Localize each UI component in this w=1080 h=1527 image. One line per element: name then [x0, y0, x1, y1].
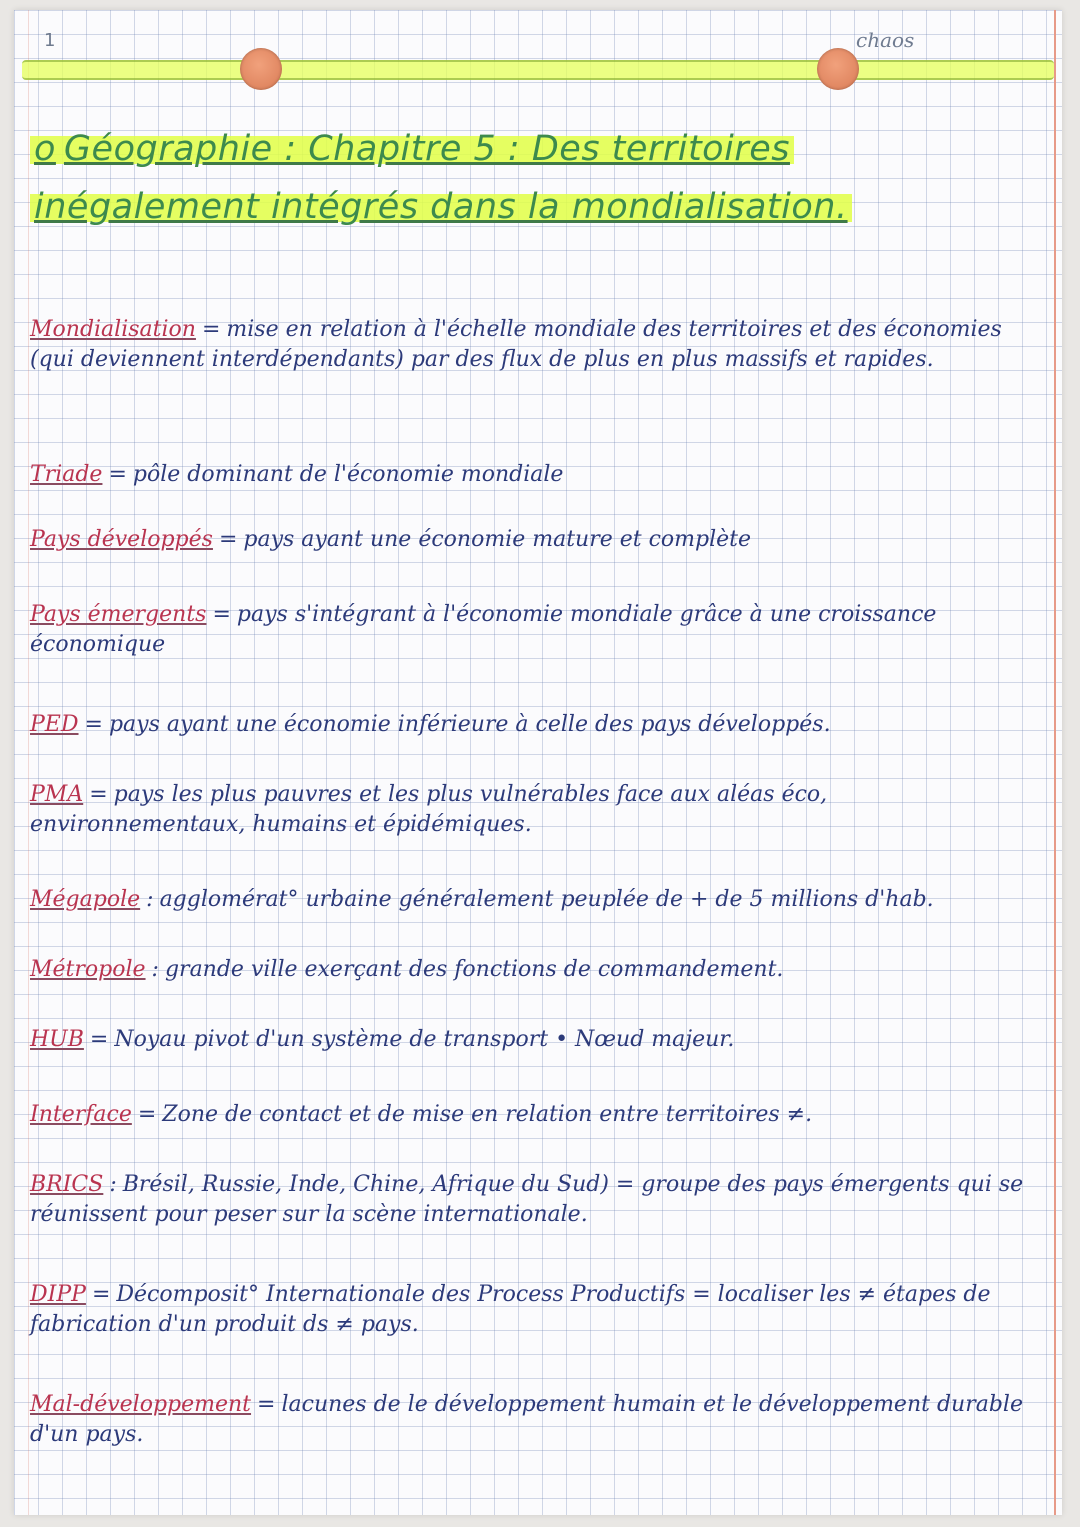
definition-term: PMA [30, 782, 84, 807]
definition-term: Mégapole [30, 887, 141, 912]
definition-separator: : [146, 887, 154, 912]
definition-interface [30, 1100, 1048, 1130]
definition-pma [30, 780, 1048, 840]
definition-mondialisation [30, 315, 1048, 375]
definition-text: grande ville exerçant des fonctions de commandement. [164, 957, 784, 982]
title-line-2-text: inégalement intégrés dans la mondialisation. [30, 187, 852, 227]
definition-separator: = [212, 602, 231, 627]
definition-term: PED [30, 712, 79, 737]
definition-term: Pays développés [30, 527, 213, 552]
definition-separator: : [151, 957, 159, 982]
definition-text: pays les plus pauvres et les plus vulnérables face aux aléas éco, environnementaux, humains et épidémiques. [30, 782, 828, 837]
title-line-1-text: Géographie : Chapitre 5 : Des territoires [60, 129, 794, 169]
definition-term: Interface [30, 1102, 132, 1127]
definition-separator: = [89, 1027, 109, 1052]
definition-term: HUB [30, 1027, 84, 1052]
page-number: 1 [44, 30, 56, 51]
definition-text: Brésil, Russie, Inde, Chine, Afrique du Sud) = groupe des pays émergents qui se réunissent pour peser sur la scène internationale. [30, 1172, 1024, 1227]
definition-text: Noyau pivot d'un système de transport • Nœud majeur. [114, 1027, 735, 1052]
definition-separator: = [84, 712, 103, 737]
definition-term: Pays émergents [30, 602, 207, 627]
definition-term: Métropole [30, 957, 146, 982]
definition-term: BRICS [30, 1172, 104, 1197]
definition-text: mise en relation à l'échelle mondiale des territoires et des économies (qui deviennent interdépendants) par des flux de plus en plus massifs et rapides. [30, 317, 1002, 372]
definition-separator: : [109, 1172, 117, 1197]
left-margin-line [28, 10, 29, 1515]
definition-pays-developpes [30, 525, 1048, 555]
definition-pays-emergents [30, 600, 1048, 660]
title-line-2 [30, 178, 1050, 236]
definition-triade [30, 460, 1048, 490]
title-bullet: o [30, 129, 60, 169]
definition-separator: = [257, 1392, 276, 1417]
definition-term: Triade [30, 462, 103, 487]
definition-term: Mal-développement [30, 1392, 252, 1417]
definition-term: Mondialisation [30, 317, 196, 342]
definition-dipp [30, 1280, 1048, 1340]
definition-text: Décomposit° Internationale des Process Productifs = localiser les ≠ étapes de fabrication d'un produit ds ≠ pays. [30, 1282, 991, 1337]
right-margin-line [1054, 10, 1056, 1515]
definition-text: lacunes de le développement humain et le développement durable d'un pays. [30, 1392, 1023, 1447]
definition-megapole [30, 885, 1048, 915]
definition-text: pays ayant une économie inférieure à celle des pays développés. [108, 712, 831, 737]
definition-brics [30, 1170, 1048, 1230]
title-line-1 [30, 120, 1050, 178]
punch-hole-right [817, 48, 859, 90]
definition-text: pôle dominant de l'économie mondiale [132, 462, 564, 487]
definition-separator: = [91, 1282, 111, 1307]
header-highlight-band [22, 60, 1054, 80]
definition-separator: = [201, 317, 221, 342]
definition-text: agglomérat° urbaine généralement peuplée de + de 5 millions d'hab. [159, 887, 934, 912]
definition-text: pays ayant une économie mature et complète [243, 527, 752, 552]
definition-ped [30, 710, 1048, 740]
definition-mal-developpement [30, 1390, 1048, 1450]
notebook-page [14, 10, 1062, 1515]
definition-separator: = [137, 1102, 157, 1127]
definition-text: pays s'intégrant à l'économie mondiale grâce à une croissance économique [30, 602, 937, 657]
corner-note: chaos [856, 28, 915, 52]
definition-term: DIPP [30, 1282, 86, 1307]
punch-hole-left [240, 48, 282, 90]
definition-separator: = [89, 782, 108, 807]
definition-hub [30, 1025, 1048, 1055]
definition-text: Zone de contact et de mise en relation entre territoires ≠. [162, 1102, 813, 1127]
definition-separator: = [108, 462, 127, 487]
definition-metropole [30, 955, 1048, 985]
chapter-title [30, 120, 1050, 236]
definition-separator: = [218, 527, 238, 552]
